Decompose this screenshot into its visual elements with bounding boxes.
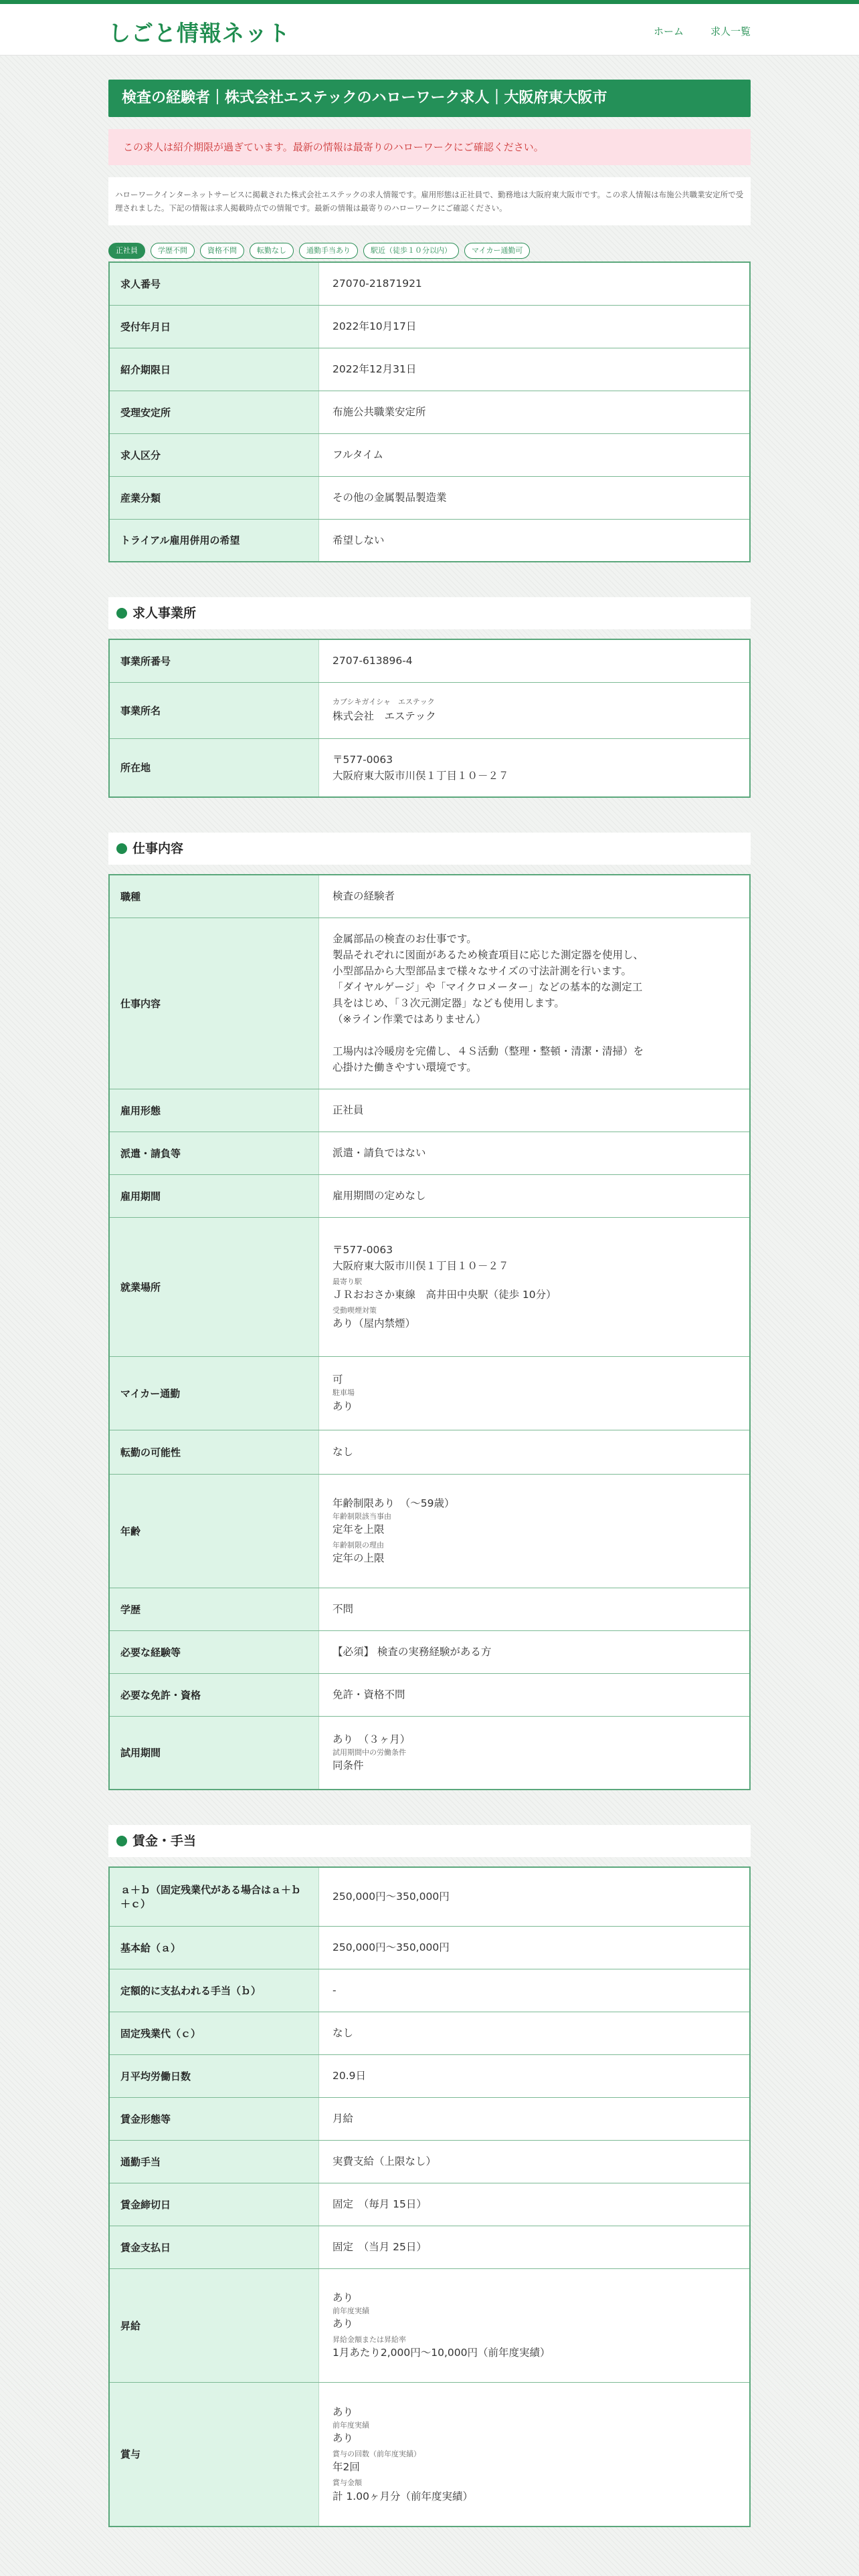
row-label: 固定残業代（ｃ） bbox=[109, 2012, 319, 2054]
table-row bbox=[109, 1132, 750, 1174]
raise-cell bbox=[319, 2268, 751, 2382]
row-label: 職種 bbox=[109, 875, 319, 918]
workplace-cell bbox=[319, 1217, 751, 1356]
age-limit-reason-caption: 年齢制限の理由 bbox=[332, 1541, 384, 1549]
employment-type: 正社員 bbox=[319, 1089, 751, 1132]
deadline-date: 2022年12月31日 bbox=[319, 348, 751, 391]
row-label: 求人区分 bbox=[109, 433, 319, 476]
section-heading-text: 仕事内容 bbox=[132, 841, 184, 856]
office-info-table bbox=[108, 639, 751, 798]
parking: あり bbox=[332, 1400, 354, 1412]
section-heading-text: 求人事業所 bbox=[132, 606, 197, 621]
tag-fulltime-employee: 正社員 bbox=[108, 243, 145, 259]
trial-employment: 希望しない bbox=[332, 534, 385, 546]
row-label: 賞与 bbox=[109, 2382, 319, 2527]
wage-closing-date: 固定 （毎月 15日） bbox=[319, 2183, 751, 2226]
notice-text: ハローワークインターネットサービスに掲載された株式会社エステックの求人情報です。雇用形態は正社員で、勤務地は大阪府東大阪市です。この求人情報は布施公共職業安定所で受理されました。下記の情報は求人掲載時点での情報です。最新の情報は最寄りのハローワークにご確認ください。 bbox=[108, 177, 751, 225]
blank-line bbox=[332, 1027, 736, 1043]
bonus-times: 年2回 bbox=[332, 2461, 360, 2474]
job-description-line: 小型部品から大型部品まで様々なサイズの寸法計測を行います。 bbox=[332, 964, 632, 977]
table-row bbox=[109, 1474, 750, 1588]
section-heading-office bbox=[108, 597, 751, 629]
bonus-amount: 計 1.00ヶ月分（前年度実績） bbox=[332, 2490, 473, 2502]
row-label: 賃金支払日 bbox=[109, 2226, 319, 2268]
office-name-kana: カブシキガイシャ エステック bbox=[332, 697, 435, 707]
table-row bbox=[109, 1356, 750, 1430]
office-address-cell bbox=[319, 738, 751, 797]
base-salary: 250,000円〜350,000円 bbox=[319, 1926, 751, 1969]
row-label: 賃金形態等 bbox=[109, 2097, 319, 2140]
row-label: 就業場所 bbox=[109, 1217, 319, 1356]
office-postal-code: 〒577-0063 bbox=[332, 753, 393, 766]
row-label: 事業所名 bbox=[109, 682, 319, 738]
age-limit-case: 定年を上限 bbox=[332, 1523, 385, 1535]
job-description-line: 心掛けた働きやすい環境です。 bbox=[332, 1061, 477, 1074]
row-label: 通勤手当 bbox=[109, 2140, 319, 2183]
row-label: 必要な経験等 bbox=[109, 1630, 319, 1673]
hello-work-office: 布施公共職業安定所 bbox=[319, 391, 751, 433]
table-row bbox=[109, 1174, 750, 1217]
row-label: 仕事内容 bbox=[109, 918, 319, 1089]
table-row bbox=[109, 1969, 750, 2012]
table-row bbox=[109, 305, 750, 348]
tag-list bbox=[108, 243, 751, 259]
job-description-line: 工場内は冷暖房を完備し、４Ｓ活動（整理・整頓・清潔・清掃）を bbox=[332, 1045, 644, 1058]
table-row bbox=[109, 2226, 750, 2268]
parking-caption: 駐車場 bbox=[332, 1388, 355, 1398]
row-label: 求人番号 bbox=[109, 262, 319, 305]
row-label: 雇用期間 bbox=[109, 1174, 319, 1217]
smoking-policy-caption: 受動喫煙対策 bbox=[332, 1306, 377, 1315]
table-row bbox=[109, 682, 750, 738]
office-address: 大阪府東大阪市川俣１丁目１０－２７ bbox=[332, 769, 509, 782]
job-description-line: （※ライン作業ではありません） bbox=[332, 1013, 486, 1026]
raise-amount: 1月あたり2,000円〜10,000円（前年度実績） bbox=[332, 2347, 551, 2359]
bonus: あり bbox=[332, 2405, 354, 2418]
tag-car-commute: マイカー通勤可 bbox=[464, 243, 530, 259]
row-label: 所在地 bbox=[109, 738, 319, 797]
section-heading-wage bbox=[108, 1825, 751, 1857]
bonus-prev: あり bbox=[332, 2432, 354, 2445]
table-row bbox=[109, 1867, 750, 1926]
office-name-cell bbox=[319, 682, 751, 738]
tag-no-transfer: 転勤なし bbox=[250, 243, 294, 259]
office-number: 2707-613896-4 bbox=[319, 639, 751, 682]
basic-info-table bbox=[108, 261, 751, 562]
fixed-overtime: なし bbox=[319, 2012, 751, 2054]
row-label: 必要な免許・資格 bbox=[109, 1673, 319, 1716]
dispatch-status: 派遣・請負ではない bbox=[319, 1132, 751, 1174]
table-row bbox=[109, 2183, 750, 2226]
nav-home-link[interactable]: ホーム bbox=[653, 25, 684, 37]
row-label: 定額的に支払われる手当（ｂ） bbox=[109, 1969, 319, 2012]
fixed-allowance: - bbox=[319, 1969, 751, 2012]
table-row bbox=[109, 738, 750, 797]
bullet-dot-icon bbox=[116, 843, 127, 854]
table-row bbox=[109, 519, 750, 562]
table-row bbox=[109, 476, 750, 519]
received-date: 2022年10月17日 bbox=[319, 305, 751, 348]
smoking-policy: あり（屋内禁煙） bbox=[332, 1317, 416, 1330]
row-label: マイカー通勤 bbox=[109, 1356, 319, 1430]
raise: あり bbox=[332, 2291, 354, 2304]
table-row bbox=[109, 1630, 750, 1673]
row-label: 雇用形態 bbox=[109, 1089, 319, 1132]
main-content bbox=[108, 80, 751, 2527]
section-heading-text: 賃金・手当 bbox=[132, 1834, 197, 1848]
table-row bbox=[109, 1217, 750, 1356]
row-label: 事業所番号 bbox=[109, 639, 319, 682]
table-row bbox=[109, 918, 750, 1089]
expired-alert: この求人は紹介期限が過ぎています。最新の情報は最寄りのハローワークにご確認ください。 bbox=[108, 129, 751, 165]
workplace-address: 大阪府東大阪市川俣１丁目１０－２７ bbox=[332, 1259, 509, 1272]
age-limit-reason: 定年の上限 bbox=[332, 1552, 385, 1565]
table-row bbox=[109, 1089, 750, 1132]
table-row bbox=[109, 2140, 750, 2183]
table-row bbox=[109, 262, 750, 305]
raise-prev: あり bbox=[332, 2317, 354, 2330]
tag-commute-allowance: 通勤手当あり bbox=[299, 243, 358, 259]
job-description-line: 製品それぞれに図面があるため検査項目に応じた測定器を使用し、 bbox=[332, 948, 644, 961]
car-commute-cell bbox=[319, 1356, 751, 1430]
job-description-line: 「ダイヤルゲージ」や「マイクロメーター」などの基本的な測定工 bbox=[332, 980, 643, 993]
raise-amount-caption: 昇給金額または昇給率 bbox=[332, 2335, 406, 2344]
job-category: フルタイム bbox=[319, 433, 751, 476]
wage-form: 月給 bbox=[319, 2097, 751, 2140]
tag-near-station: 駅近（徒歩１０分以内） bbox=[363, 243, 459, 259]
job-description-line: 具をはじめ、「３次元測定器」なども使用します。 bbox=[332, 997, 565, 1009]
table-row bbox=[109, 875, 750, 918]
age-limit-case-caption: 年齢制限該当事由 bbox=[332, 1511, 391, 1521]
nearest-station-caption: 最寄り駅 bbox=[332, 1277, 362, 1286]
table-row bbox=[109, 2097, 750, 2140]
row-label: 賃金締切日 bbox=[109, 2183, 319, 2226]
office-name: 株式会社 エステック bbox=[332, 710, 436, 722]
required-experience: 【必須】 検査の実務経験がある方 bbox=[319, 1630, 751, 1673]
required-license: 免許・資格不問 bbox=[319, 1673, 751, 1716]
wage-pay-date: 固定 （当月 25日） bbox=[319, 2226, 751, 2268]
wage-info-table bbox=[108, 1866, 751, 2527]
row-label: 派遣・請負等 bbox=[109, 1132, 319, 1174]
industry: その他の金属製品製造業 bbox=[319, 476, 751, 519]
row-label: 昇給 bbox=[109, 2268, 319, 2382]
row-label: 月平均労働日数 bbox=[109, 2054, 319, 2097]
monthly-work-days: 20.9日 bbox=[319, 2054, 751, 2097]
site-logo[interactable]: しごと情報ネット bbox=[108, 20, 290, 46]
table-row bbox=[109, 2268, 750, 2382]
table-row bbox=[109, 1716, 750, 1790]
row-label: 基本給（ａ） bbox=[109, 1926, 319, 1969]
row-label: 年齢 bbox=[109, 1474, 319, 1588]
row-label: 学歴 bbox=[109, 1588, 319, 1630]
main-nav bbox=[654, 24, 751, 38]
trial-condition-caption: 試用期間中の労働条件 bbox=[332, 1748, 406, 1757]
age-limit: 年齢制限あり （～59歳） bbox=[332, 1497, 455, 1509]
trial-condition: 同条件 bbox=[332, 1759, 364, 1772]
row-label: ａ＋ｂ（固定残業代がある場合はａ＋ｂ＋ｃ） bbox=[109, 1867, 319, 1926]
job-description-line: 金属部品の検査のお仕事です。 bbox=[332, 932, 477, 945]
total-wage: 250,000円〜350,000円 bbox=[319, 1867, 751, 1926]
workplace-postal-code: 〒577-0063 bbox=[332, 1243, 393, 1256]
row-label: 産業分類 bbox=[109, 476, 319, 519]
trial-period: あり （３ヶ月） bbox=[332, 1733, 411, 1746]
bullet-dot-icon bbox=[116, 1836, 127, 1846]
table-row bbox=[109, 2054, 750, 2097]
tag-no-education: 学歴不問 bbox=[151, 243, 195, 259]
row-label: 受理安定所 bbox=[109, 391, 319, 433]
bonus-amount-caption: 賞与金額 bbox=[332, 2478, 362, 2488]
bonus-times-caption: 賞与の回数（前年度実績） bbox=[332, 2450, 421, 2459]
bonus-prev-caption: 前年度実績 bbox=[332, 2420, 369, 2430]
employment-period: 雇用期間の定めなし bbox=[319, 1174, 751, 1217]
education: 不問 bbox=[319, 1588, 751, 1630]
row-label: 紹介期限日 bbox=[109, 348, 319, 391]
table-row bbox=[109, 1926, 750, 1969]
table-row bbox=[109, 1588, 750, 1630]
job-type: 検査の経験者 bbox=[319, 875, 751, 918]
tag-no-license: 資格不問 bbox=[200, 243, 244, 259]
raise-prev-caption: 前年度実績 bbox=[332, 2306, 369, 2315]
row-label: 試用期間 bbox=[109, 1716, 319, 1790]
bonus-cell bbox=[319, 2382, 751, 2527]
nearest-station: ＪＲおおさか東線 高井田中央駅（徒歩 10分） bbox=[332, 1289, 557, 1301]
table-row bbox=[109, 2012, 750, 2054]
table-row bbox=[109, 2382, 750, 2527]
commute-allowance: 実費支給（上限なし） bbox=[319, 2140, 751, 2183]
bullet-dot-icon bbox=[116, 608, 127, 619]
table-row bbox=[109, 1673, 750, 1716]
transfer-possibility: なし bbox=[319, 1430, 751, 1474]
nav-job-list-link[interactable]: 求人一覧 bbox=[710, 25, 751, 37]
row-label: トライアル雇用併用の希望 bbox=[109, 519, 319, 562]
table-row bbox=[109, 391, 750, 433]
table-row bbox=[109, 433, 750, 476]
section-heading-job bbox=[108, 833, 751, 865]
table-row bbox=[109, 639, 750, 682]
car-commute: 可 bbox=[332, 1374, 343, 1386]
page-title: 検査の経験者｜株式会社エステックのハローワーク求人｜大阪府東大阪市 bbox=[108, 80, 751, 117]
row-label: 受付年月日 bbox=[109, 305, 319, 348]
table-row bbox=[109, 348, 750, 391]
trial-period-cell bbox=[319, 1716, 751, 1790]
table-row bbox=[109, 1430, 750, 1474]
row-label: 転勤の可能性 bbox=[109, 1430, 319, 1474]
job-info-table bbox=[108, 874, 751, 1790]
site-header bbox=[0, 4, 859, 56]
job-number: 27070-21871921 bbox=[319, 262, 751, 305]
age-cell bbox=[319, 1474, 751, 1588]
job-description bbox=[319, 918, 751, 1089]
